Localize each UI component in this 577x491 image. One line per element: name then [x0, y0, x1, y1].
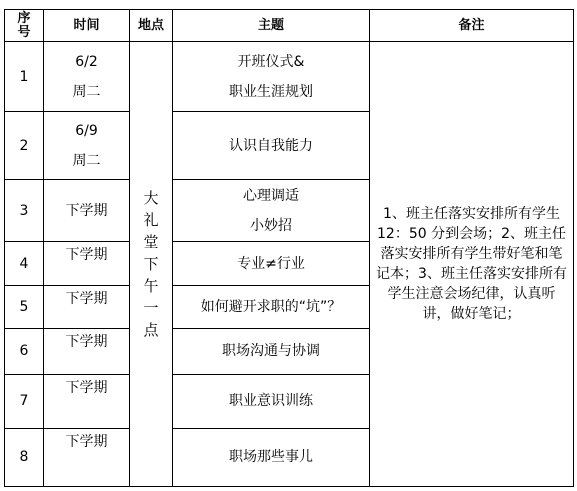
header-topic: 主题: [173, 10, 370, 42]
location-cell: [130, 42, 173, 487]
row-time: 下学期: [44, 285, 130, 328]
row-no: 2: [5, 112, 44, 180]
row-topic: [173, 180, 370, 242]
row-time: 下学期: [44, 428, 130, 486]
table-row: [5, 42, 574, 112]
topic-line: 小妙招: [250, 217, 292, 234]
row-topic: 专业≠行业: [173, 242, 370, 285]
location-text: 大礼堂下午一点: [143, 189, 159, 340]
row-date: 6/9: [75, 122, 98, 139]
row-no: 6: [5, 328, 44, 374]
topic-line: 职业生涯规划: [229, 83, 313, 100]
row-weekday: 周二: [72, 83, 101, 100]
header-location: 地点: [130, 10, 173, 42]
header-row: [5, 10, 574, 42]
row-no: 7: [5, 374, 44, 428]
row-topic: 如何避开求职的“坑”？: [173, 285, 370, 328]
row-topic: 职场沟通与协调: [173, 328, 370, 374]
row-no: 8: [5, 428, 44, 486]
row-time: 下学期: [44, 180, 130, 242]
row-date: 6/2: [75, 53, 98, 70]
row-topic: 职业意识训练: [173, 374, 370, 428]
row-topic: [173, 42, 370, 112]
topic-line: 开班仪式&: [237, 53, 305, 70]
topic-line: 心理调适: [243, 187, 299, 204]
header-no: 序号: [5, 10, 44, 42]
row-time: [44, 42, 130, 112]
row-no: 5: [5, 285, 44, 328]
schedule-table: [4, 9, 574, 487]
note-text: 1、班主任落实安排所有学生 12：50 分到会场；2、班主任落实安排所有学生带好笔和笔记本；3、班主任落实安排所有学生注意会场纪律，认真听讲，做好笔记；: [376, 206, 567, 323]
header-time: 时间: [44, 10, 130, 42]
row-time: 下学期: [44, 242, 130, 285]
row-time: [44, 112, 130, 180]
row-time: 下学期: [44, 328, 130, 374]
row-no: 4: [5, 242, 44, 285]
row-time: 下学期: [44, 374, 130, 428]
header-note: 备注: [370, 10, 574, 42]
row-no: 3: [5, 180, 44, 242]
row-topic: 认识自我能力: [173, 112, 370, 180]
row-no: 1: [5, 42, 44, 112]
row-weekday: 周二: [72, 152, 101, 169]
note-cell: [370, 42, 574, 487]
row-topic: 职场那些事儿: [173, 428, 370, 486]
